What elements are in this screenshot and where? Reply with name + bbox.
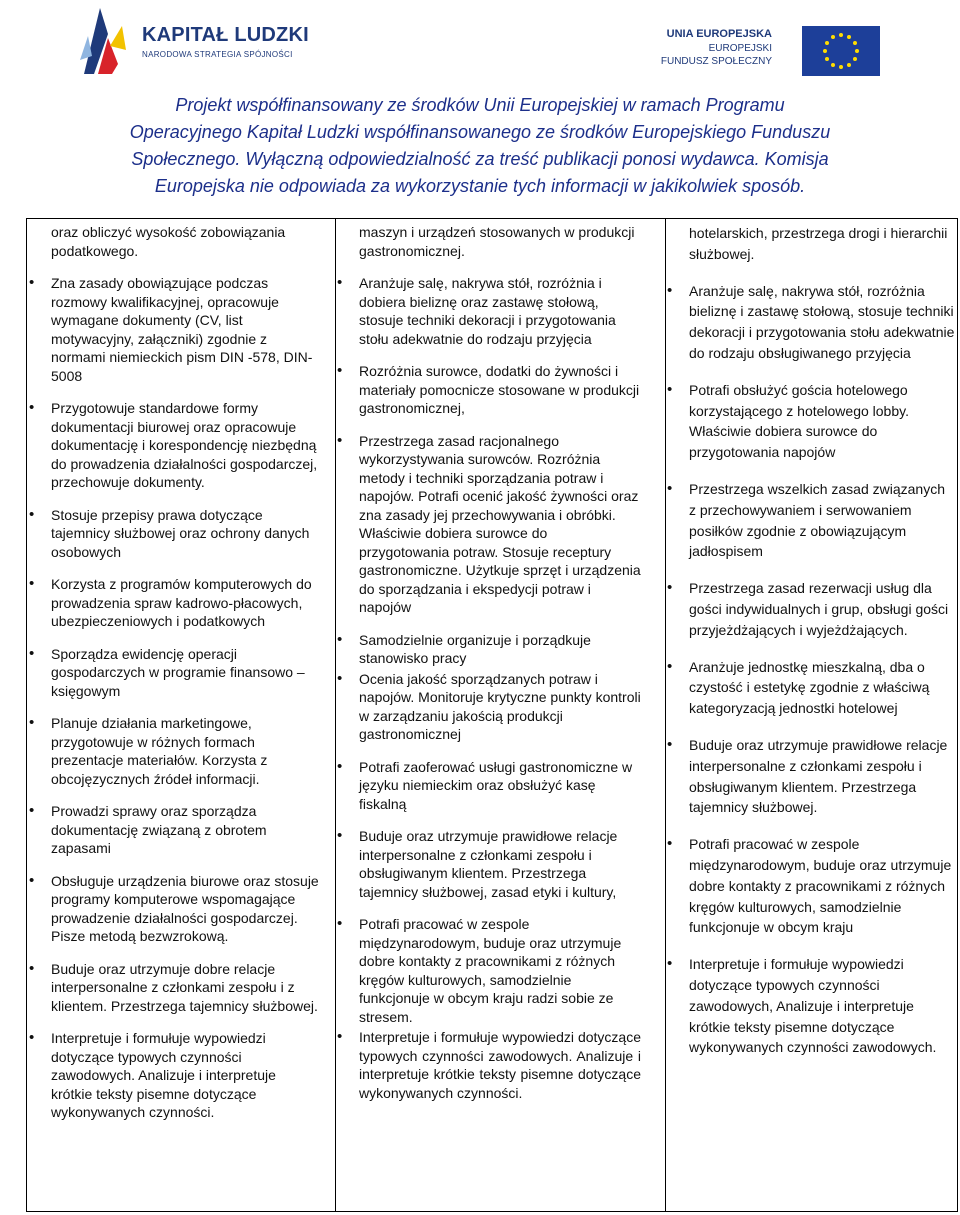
list-item: • Przygotowuje standardowe formy dokumentacji biurowej oraz opracowuje dokumentację i korespondencję niezbędną do prowadzenia działalności gospodarczej, przechowuje dokumenty. bbox=[27, 399, 321, 492]
kapital-ludzki-logo bbox=[78, 6, 308, 76]
disclaimer-line: Operacyjnego Kapitał Ludzki współfinansowanego ze środków Europejskiego Funduszu bbox=[129, 122, 831, 142]
disclaimer-line: Społecznego. Wyłączną odpowiedzialność za treść publikacji ponosi wydawca. Komisja bbox=[131, 149, 829, 169]
list-item: • Korzysta z programów komputerowych do prowadzenia spraw kadrowo-płacowych, ubezpieczeniowych i podatkowych bbox=[27, 575, 321, 631]
continuation-text: oraz obliczyć wysokość zobowiązania podatkowego. bbox=[51, 224, 286, 259]
list-item: • Buduje oraz utrzymuje prawidłowe relacje interpersonalne z członkami zespołu i obsługiwanym klientem. Przestrzega tajemnicy służbowej, zasad etyki i kultury, bbox=[335, 827, 641, 901]
list-item: • Potrafi pracować w zespole międzynarodowym, buduje oraz utrzymuje dobre kontakty z pracownikami z różnych kręgów kulturowych, samodzielnie funkcjonuje w obcym kraju bbox=[665, 834, 955, 938]
list-item: • Interpretuje i formułuje wypowiedzi dotyczące typowych czynności zawodowych. Analizuje i interpretuje krótkie teksty pisemne dotyczące wykonywanych czynności. bbox=[335, 1028, 641, 1102]
list-item: • Planuje działania marketingowe, przygotowuje w różnych formach prezentacje materiałów. Korzysta z obcojęzycznych źródeł informacji. bbox=[27, 714, 321, 788]
list-item: • Przestrzega wszelkich zasad związanych z przechowywaniem i serwowaniem posiłków zgodnie z obowiązującym jadłospisem bbox=[665, 479, 955, 562]
column-office bbox=[27, 223, 321, 1122]
list-item: • Potrafi obsłużyć gościa hotelowego korzystającego z hotelowego lobby. Właściwie dobiera surowce do przygotowania napojów bbox=[665, 380, 955, 463]
list-item: • Przestrzega zasad rezerwacji usług dla gości indywidualnych i grup, obsługi gości przyjeżdżających i wyjeżdżających. bbox=[665, 578, 955, 640]
kapital-ludzki-emblem-icon bbox=[78, 6, 130, 76]
list-item: • Przestrzega zasad racjonalnego wykorzystywania surowców. Rozróżnia metody i techniki sporządzania potraw i napojów. Potrafi ocenić jakość żywności oraz zna zasady jej przechowywania i obróbki. Właściwie dobiera surowce do przygotowania potraw. Stosuje receptury gastronomiczne. Użytkuje sprzęt i urządzenia do sporządzania i ekspedycji potraw i napojów bbox=[335, 432, 641, 617]
list-item: • Interpretuje i formułuje wypowiedzi dotyczące typowych czynności zawodowych, Analizuje i interpretuje krótkie teksty pisemne dotyczące wykonywanych czynności zawodowych. bbox=[665, 954, 955, 1058]
kapital-ludzki-subtitle: NARODOWA STRATEGIA SPÓJNOŚCI bbox=[142, 50, 293, 59]
competency-list bbox=[335, 274, 641, 1102]
list-item: • Aranżuje salę, nakrywa stół, rozróżnia bieliznę i zastawę stołową, stosuje techniki dekoracji i przygotowania stołu adekwatnie do rodzaju obsługiwanego przyjęcia bbox=[665, 281, 955, 364]
eu-flag-icon bbox=[802, 26, 880, 76]
competency-list bbox=[665, 281, 955, 1059]
eu-logo bbox=[640, 26, 880, 76]
list-item: • Samodzielnie organizuje i porządkuje stanowisko pracy bbox=[335, 631, 641, 668]
list-item: • Stosuje przepisy prawa dotyczące tajemnicy służbowej oraz ochrony danych osobowych bbox=[27, 506, 321, 562]
list-item: • Potrafi zaoferować usługi gastronomiczne w języku niemieckim oraz obsłużyć kasę fiskalną bbox=[335, 758, 641, 814]
list-item: • Aranżuje salę, nakrywa stół, rozróżnia i dobiera bieliznę oraz zastawę stołową, stosuje techniki dekoracji i przygotowania stołu adekwatnie do rodzaju przyjęcia bbox=[335, 274, 641, 348]
competency-list bbox=[27, 274, 321, 1122]
continuation-text: hotelarskich, przestrzega drogi i hierarchii służbowej. bbox=[689, 225, 948, 262]
list-item: • Rozróżnia surowce, dodatki do żywności i materiały pomocnicze stosowane w produkcji gastronomicznej, bbox=[335, 362, 641, 418]
list-item: • Interpretuje i formułuje wypowiedzi dotyczące typowych czynności zawodowych. Analizuje i interpretuje krótkie teksty pisemne dotyczące wykonywanych czynności. bbox=[27, 1029, 321, 1122]
list-item: • Potrafi pracować w zespole międzynarodowym, buduje oraz utrzymuje dobre kontakty z pracownikami z różnych kręgów kulturowych, samodzielnie funkcjonuje w obcym kraju radzi sobie ze stresem. bbox=[335, 915, 641, 1026]
list-item: • Aranżuje jednostkę mieszkalną, dba o czystość i estetykę zgodnie z właściwą kategoryzacją jednostki hotelowej bbox=[665, 657, 955, 719]
eu-logo-line2: EUROPEJSKI bbox=[708, 43, 772, 54]
column-hotel bbox=[665, 223, 955, 1058]
list-item: • Obsługuje urządzenia biurowe oraz stosuje programy komputerowe wspomagające prowadzenie działalności gospodarczej. Pisze metodą bezwzrokową. bbox=[27, 872, 321, 946]
list-item: • Sporządza ewidencję operacji gospodarczych w programie finansowo – księgowym bbox=[27, 645, 321, 701]
eu-logo-line1: UNIA EUROPEJSKA bbox=[666, 28, 772, 40]
eu-logo-line3: FUNDUSZ SPOŁECZNY bbox=[660, 56, 772, 67]
competencies-table bbox=[26, 218, 958, 1212]
disclaimer-line: Europejska nie odpowiada za wykorzystanie tych informacji w jakikolwiek sposób. bbox=[154, 176, 806, 196]
list-item: • Ocenia jakość sporządzanych potraw i napojów. Monitoruje krytyczne punkty kontroli w zarządzaniu jakością produkcji gastronomicznej bbox=[335, 670, 641, 744]
kapital-ludzki-title: KAPITAŁ LUDZKI bbox=[142, 24, 309, 46]
disclaimer-line: Projekt współfinansowany ze środków Unii Europejskiej w ramach Programu bbox=[175, 95, 785, 115]
funding-disclaimer bbox=[0, 92, 960, 200]
list-item: • Buduje oraz utrzymuje prawidłowe relacje interpersonalne z członkami zespołu i obsługiwanym klientem. Przestrzega tajemnicy służbowej. bbox=[665, 735, 955, 818]
continuation-text: maszyn i urządzeń stosowanych w produkcji gastronomicznej. bbox=[359, 224, 635, 259]
list-item: • Zna zasady obowiązujące podczas rozmowy kwalifikacyjnej, opracowuje wymagane dokumenty (CV, list motywacyjny, załączniki) zgodnie z normami niemieckich pism DIN -578, DIN-5008 bbox=[27, 274, 321, 385]
list-item: • Prowadzi sprawy oraz sporządza dokumentację związaną z obrotem zapasami bbox=[27, 802, 321, 858]
column-gastronomy bbox=[335, 223, 641, 1102]
list-item: • Buduje oraz utrzymuje dobre relacje interpersonalne z członkami zespołu i z klientem. Przestrzega tajemnicy służbowej. bbox=[27, 960, 321, 1016]
